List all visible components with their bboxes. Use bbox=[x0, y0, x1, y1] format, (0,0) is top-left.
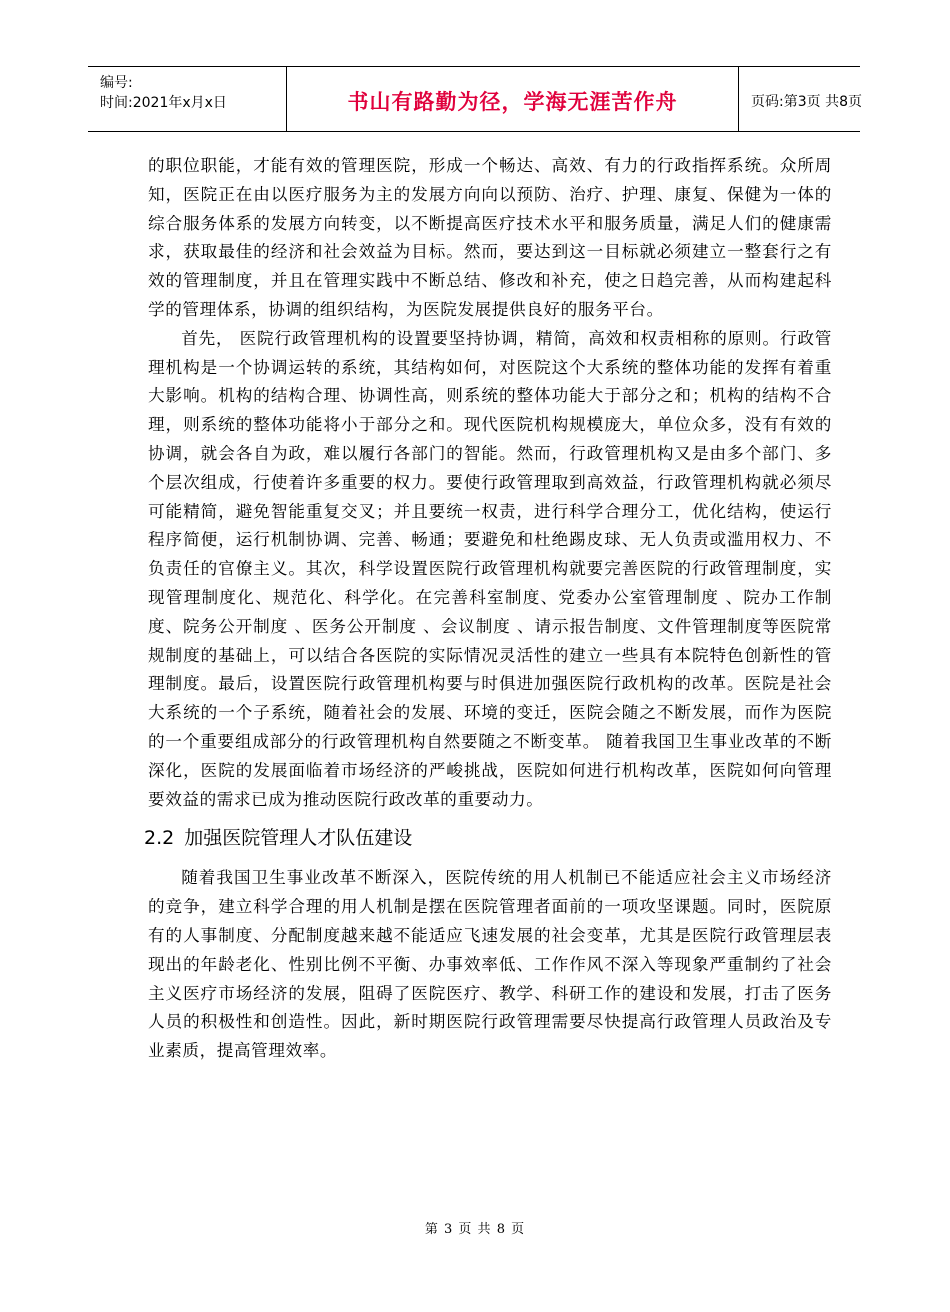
body-paragraph: 首先， 医院行政管理机构的设置要坚持协调，精简，高效和权责相称的原则。行政管理机构是一个协调运转的系统，其结构如何，对医院这个大系统的整体功能的发挥有着重大影响。机构的结构合理、协调性高，则系统的整体功能大于部分之和；机构的结构不合理，则系统的整体功能将小于部分之和。现代医院机构规模庞大，单位众多，没有有效的协调，就会各自为政，难以履行各部门的智能。然而，行政管理机构又是由多个部门、多个层次组成，行使着许多重要的权力。要使行政管理取到高效益，行政管理机构就必须尽可能精简，避免智能重复交叉；并且要统一权责，进行科学合理分工，优化结构，使运行程序简便，运行机制协调、完善、畅通；要避免和杜绝踢皮球、无人负责或滥用权力、不负责任的官僚主义。其次，科学设置医院行政管理机构就要完善医院的行政管理制度，实现管理制度化、规范化、科学化。在完善科室制度、党委办公室管理制度 、院办工作制度、院务公开制度 、医务公开制度 、会议制度 、请示报告制度、文件管理制度等医院常规制度的基础上，可以结合各医院的实际情况灵活性的建立一些具有本院特色创新性的管理制度。最后，设置医院行政管理机构要与时俱进加强医院行政机构的改革。医院是社会大系统的一个子系统，随着社会的发展、环境的变迁，医院会随之不断发展，而作为医院的一个重要组成部分的行政管理机构自然要随之不断变革。 随着我国卫生事业改革的不断深化，医院的发展面临着市场经济的严峻挑战，医院如何进行机构改革，医院如何向管理要效益的需求已成为推动医院行政改革的重要动力。 bbox=[148, 328, 832, 809]
body-paragraph: 随着我国卫生事业改革不断深入，医院传统的用人机制已不能适应社会主义市场经济的竞争，建立科学合理的用人机制是摆在医院管理者面前的一项攻坚课题。同时，医院原有的人事制度、分配制度越来越不能适应飞速发展的社会变革，尤其是医院行政管理层表现出的年龄老化、性别比例不平衡、办事效率低、工作作风不深入等现象严重制约了社会主义医疗市场经济的发展，阻碍了医院医疗、教学、科研工作的建设和发展，打击了医务人员的积极性和创造性。因此，新时期医院行政管理需要尽快提高行政管理人员政治及专业素质，提高管理效率。 bbox=[148, 868, 832, 1061]
section-title: 加强医院管理人才队伍建设 bbox=[184, 827, 413, 850]
section-heading bbox=[144, 824, 832, 852]
motto-text: 书山有路勤为径，学海无涯苦作舟 bbox=[347, 90, 678, 114]
document-body bbox=[144, 152, 832, 1066]
body-paragraph: 的职位职能，才能有效的管理医院，形成一个畅达、高效、有力的行政指挥系统。众所周知，医院正在由以医疗服务为主的发展方向向以预防、治疗、护理、康复、保健为一体的综合服务体系的发展方向转变，以不断提高医疗技术水平和服务质量，满足人们的健康需求，获取最佳的经济和社会效益为目标。然而，要达到这一目标就必须建立一整套行之有效的管理制度，并且在管理实践中不断总结、修改和补充，使之日趋完善，从而构建起科学的管理体系，协调的组织结构，为医院发展提供良好的服务平台。 bbox=[148, 156, 832, 319]
header-meta bbox=[88, 67, 288, 131]
footer-page-number: 第 3 页 共 8 页 bbox=[424, 1222, 526, 1237]
serial-label: 编号: bbox=[100, 75, 133, 91]
header-page-code bbox=[739, 67, 860, 131]
page-footer bbox=[0, 1218, 950, 1237]
header-motto-cell bbox=[286, 67, 739, 131]
page-code-text: 页码:第3页 共8页 bbox=[751, 94, 862, 110]
page-header bbox=[88, 66, 860, 132]
section-number: 2.2 bbox=[144, 827, 175, 850]
time-label: 时间:2021年x月x日 bbox=[100, 95, 227, 111]
